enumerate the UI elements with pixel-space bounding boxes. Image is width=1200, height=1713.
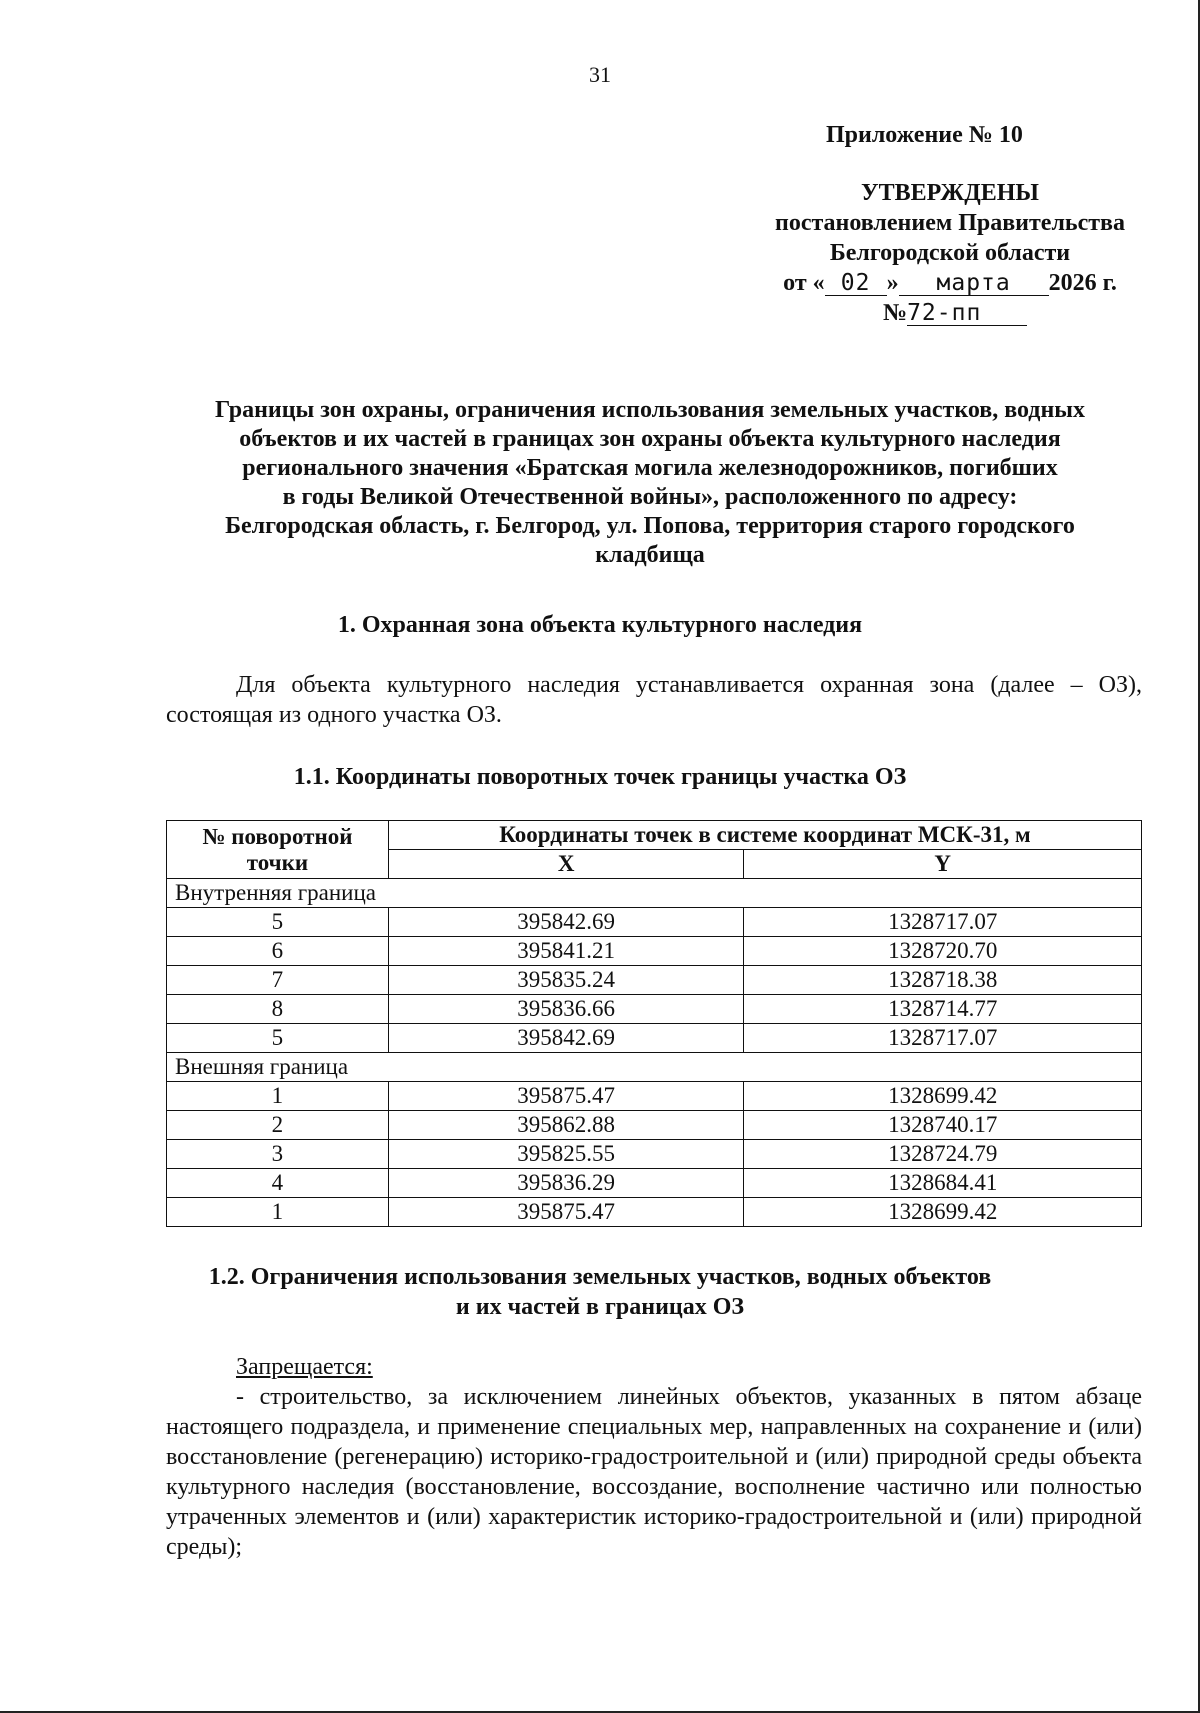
date-prefix: от « — [783, 270, 825, 296]
section-1-paragraph — [166, 670, 1142, 730]
appendix-label: Приложение № 10 — [826, 122, 1023, 148]
y-coordinate-cell: 1328717.07 — [744, 908, 1142, 937]
point-number-cell: 4 — [167, 1169, 389, 1198]
section-1-text: Для объекта культурного наследия устанавливается охранная зона (далее – ОЗ), состоящая из одного участка ОЗ. — [166, 672, 1142, 728]
title-line: объектов и их частей в границах зон охраны объекта культурного наследия — [239, 426, 1061, 452]
y-coordinate-cell: 1328720.70 — [744, 937, 1142, 966]
x-header: X — [388, 850, 744, 879]
coordinates-body — [167, 879, 1142, 1227]
approval-block — [720, 178, 1180, 328]
table-row — [167, 995, 1142, 1024]
table-row — [167, 966, 1142, 995]
point-number-cell: 6 — [167, 937, 389, 966]
section-1-2-heading-line: 1.2. Ограничения использования земельных участков, водных объектов — [208, 1264, 992, 1290]
point-number-header: № поворотной точки — [167, 821, 389, 879]
x-coordinate-cell: 395835.24 — [388, 966, 744, 995]
title-line: регионального значения «Братская могила железнодорожников, погибших — [242, 455, 1058, 481]
y-coordinate-cell: 1328699.42 — [744, 1082, 1142, 1111]
date-mid: » — [886, 270, 899, 296]
title-line: Белгородская область, г. Белгород, ул. Попова, территория старого городского — [225, 513, 1075, 539]
number-prefix: № — [882, 300, 908, 326]
table-header-row — [167, 821, 1142, 850]
x-coordinate-cell: 395842.69 — [388, 1024, 744, 1053]
x-coordinate-cell: 395836.29 — [388, 1169, 744, 1198]
y-coordinate-cell: 1328724.79 — [744, 1140, 1142, 1169]
y-coordinate-cell: 1328740.17 — [744, 1111, 1142, 1140]
coordinates-table — [166, 820, 1142, 1227]
table-row — [167, 937, 1142, 966]
prohibited-item-text: - строительство, за исключением линейных объектов, указанных в пятом абзаце настоящего подраздела, и применение специальных мер, направленных на сохранение и (или) восстановление (регенерацию) историко-градостроительной и (или) природной среды объекта культурного наследия (восстановление, воссоздание, восполнение частично или полностью утраченных элементов и (или) характеристик историко-градостроительной и (или) природной среды); — [166, 1384, 1142, 1560]
group-row — [167, 879, 1142, 908]
x-coordinate-cell: 395862.88 — [388, 1111, 744, 1140]
number-value: 72-пп — [907, 301, 1027, 326]
approval-heading: УТВЕРЖДЕНЫ — [861, 180, 1039, 206]
point-number-cell: 8 — [167, 995, 389, 1024]
table-row — [167, 908, 1142, 937]
prohibitions-block — [166, 1352, 1142, 1562]
table-row — [167, 1111, 1142, 1140]
group-row — [167, 1053, 1142, 1082]
approval-line-2: Белгородской области — [829, 240, 1071, 266]
y-coordinate-cell: 1328714.77 — [744, 995, 1142, 1024]
prohibited-item — [166, 1382, 1142, 1562]
date-month: марта — [899, 271, 1049, 296]
x-coordinate-cell: 395875.47 — [388, 1082, 744, 1111]
title-line: в годы Великой Отечественной войны», расположенного по адресу: — [282, 484, 1018, 510]
section-1-2-heading-line: и их частей в границах ОЗ — [455, 1294, 745, 1320]
group-label: Внешняя граница — [167, 1053, 1142, 1082]
x-coordinate-cell: 395875.47 — [388, 1198, 744, 1227]
date-year: 2026 г. — [1048, 270, 1117, 296]
y-coordinate-cell: 1328718.38 — [744, 966, 1142, 995]
section-1-2-heading — [0, 1262, 1200, 1322]
table-row — [167, 1198, 1142, 1227]
table-row — [167, 1169, 1142, 1198]
page-number: 31 — [589, 62, 611, 87]
point-number-cell: 7 — [167, 966, 389, 995]
table-row — [167, 1140, 1142, 1169]
y-header: Y — [744, 850, 1142, 879]
x-coordinate-cell: 395825.55 — [388, 1140, 744, 1169]
date-day: 02 — [825, 271, 887, 296]
y-coordinate-cell: 1328684.41 — [744, 1169, 1142, 1198]
x-coordinate-cell: 395836.66 — [388, 995, 744, 1024]
y-coordinate-cell: 1328717.07 — [744, 1024, 1142, 1053]
y-coordinate-cell: 1328699.42 — [744, 1198, 1142, 1227]
prohibited-label: Запрещается: — [236, 1354, 373, 1380]
section-1-1-heading: 1.1. Координаты поворотных точек границы участка ОЗ — [293, 764, 907, 790]
approval-number — [720, 298, 1180, 328]
point-number-cell: 2 — [167, 1111, 389, 1140]
section-1-heading: 1. Охранная зона объекта культурного наследия — [337, 612, 863, 638]
point-number-cell: 5 — [167, 1024, 389, 1053]
x-coordinate-cell: 395842.69 — [388, 908, 744, 937]
title-line: кладбища — [595, 542, 705, 568]
approval-line-1: постановлением Правительства — [774, 210, 1125, 236]
point-number-cell: 3 — [167, 1140, 389, 1169]
group-label: Внутренняя граница — [167, 879, 1142, 908]
table-row — [167, 1082, 1142, 1111]
point-number-cell: 1 — [167, 1198, 389, 1227]
point-number-cell: 1 — [167, 1082, 389, 1111]
point-number-cell: 5 — [167, 908, 389, 937]
prohibited-label-line — [166, 1352, 1142, 1382]
approval-date — [720, 268, 1180, 298]
table-row — [167, 1024, 1142, 1053]
document-title — [160, 396, 1140, 570]
x-coordinate-cell: 395841.21 — [388, 937, 744, 966]
coords-system-header: Координаты точек в системе координат МСК-31, м — [388, 821, 1141, 850]
title-line: Границы зон охраны, ограничения использования земельных участков, водных — [214, 397, 1086, 423]
